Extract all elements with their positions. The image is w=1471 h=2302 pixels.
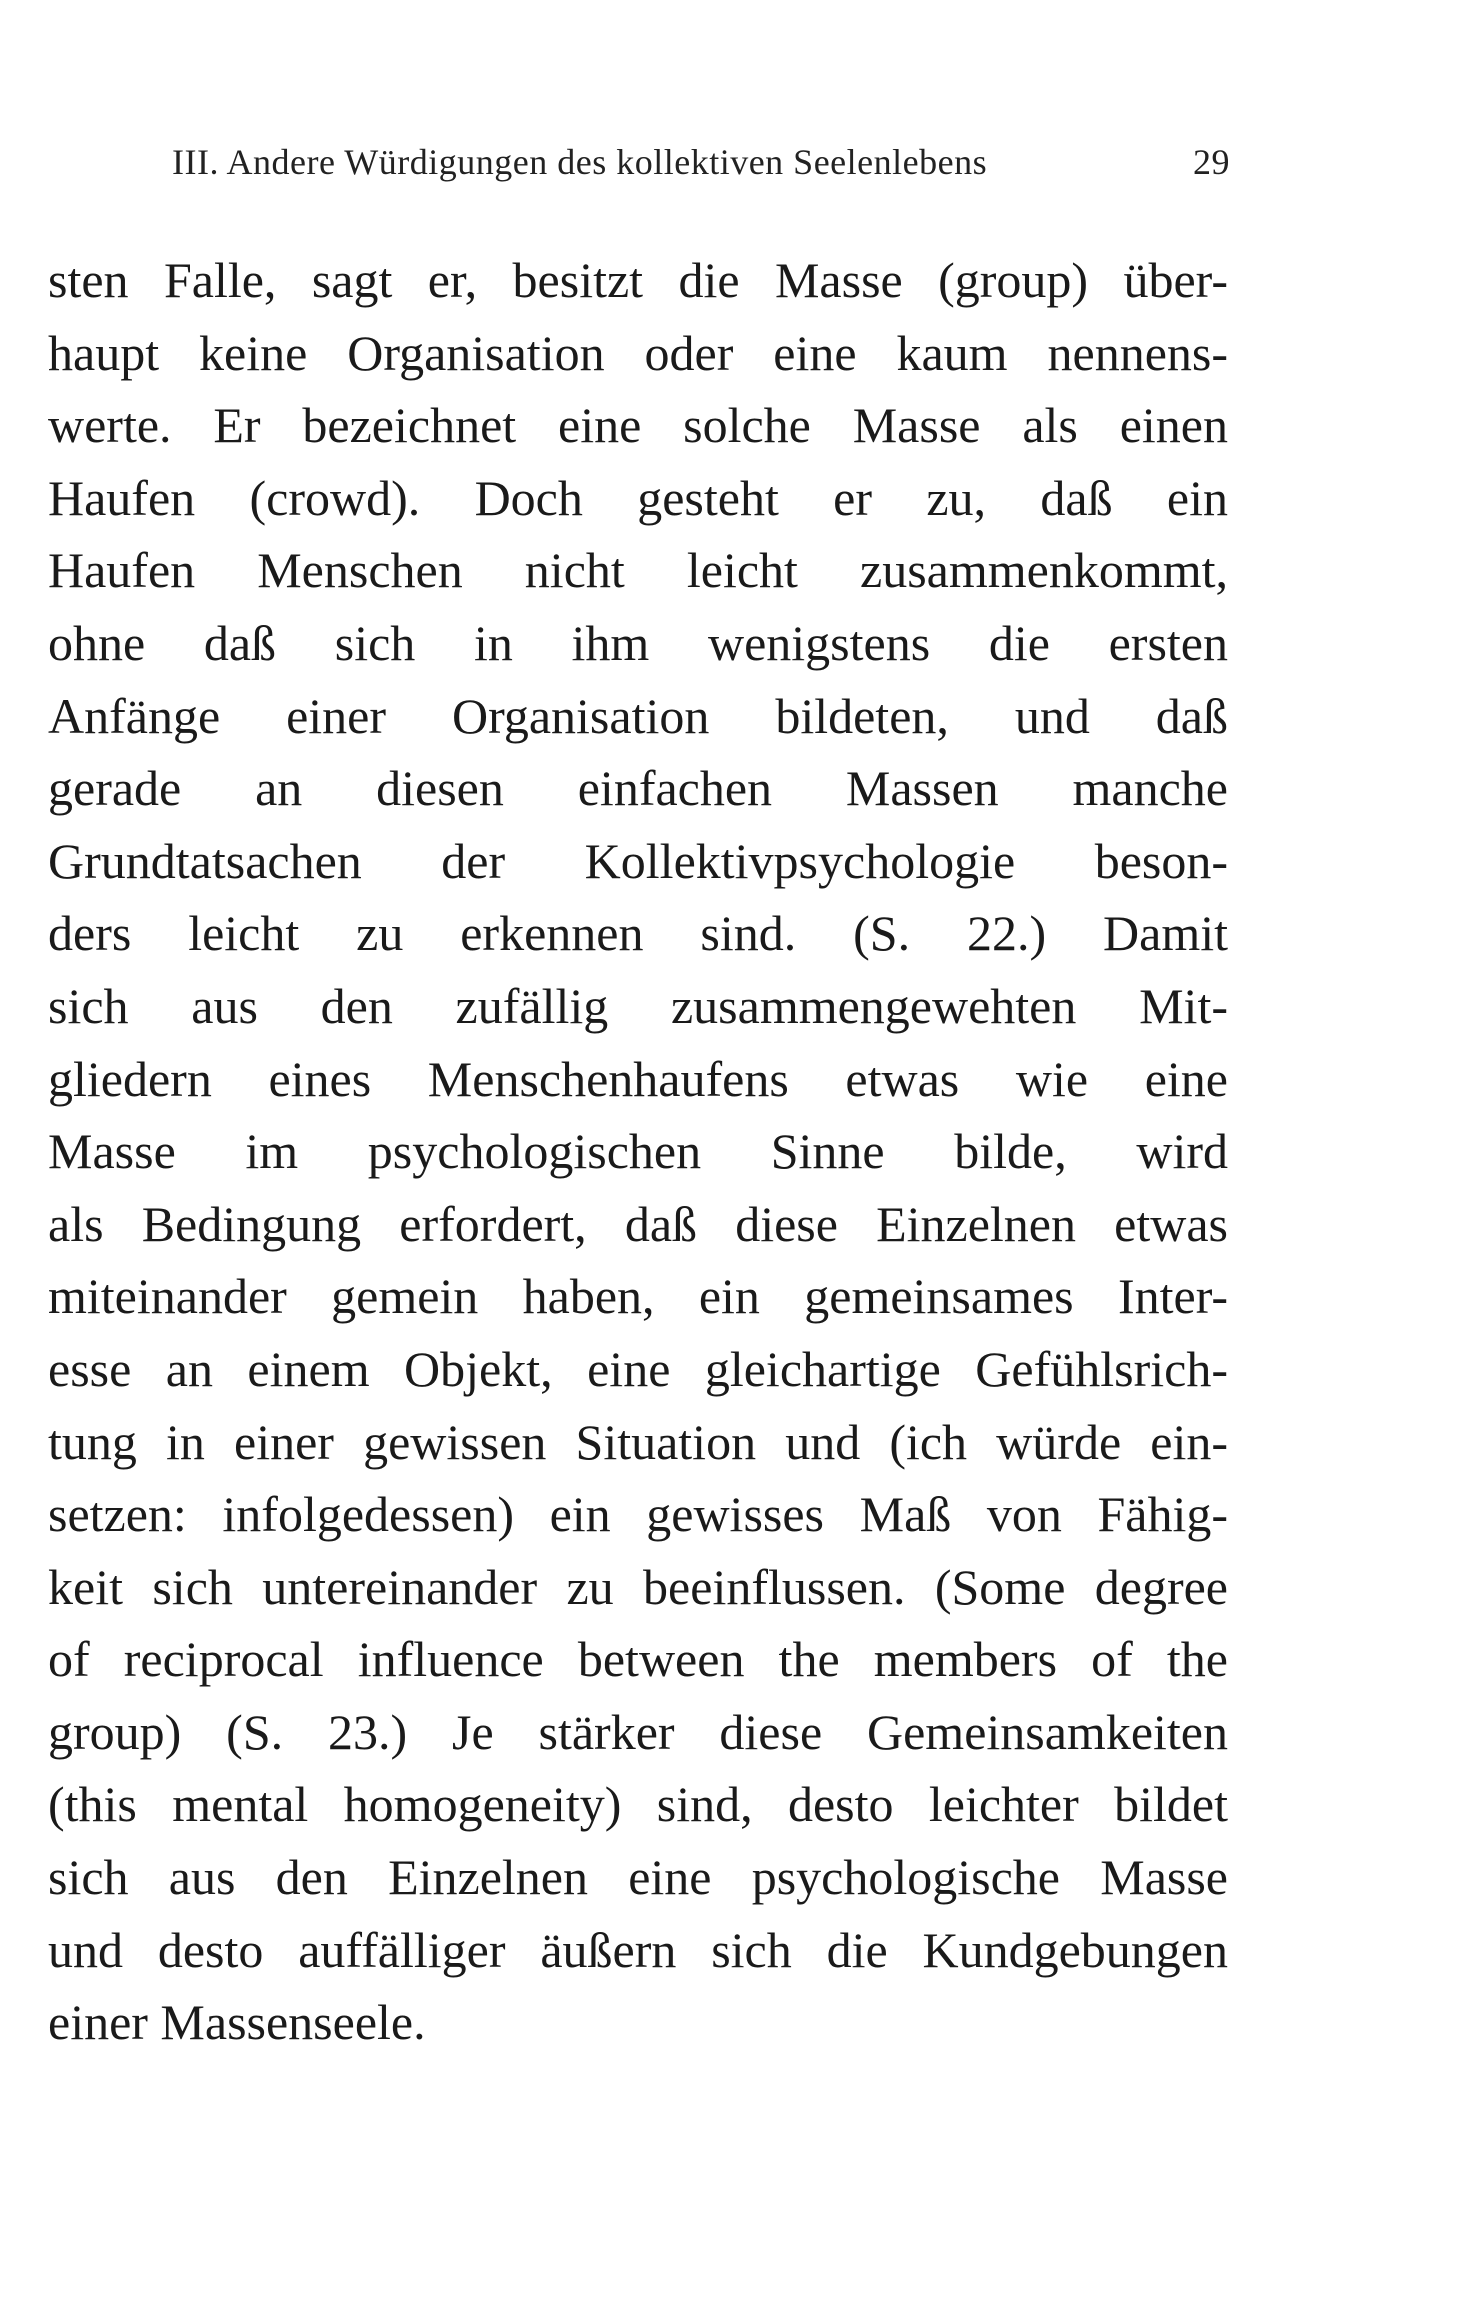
text-line: miteinander gemein haben, ein gemeinsames Inter-: [48, 1268, 1228, 1325]
text-line: esse an einem Objekt, eine gleichartige Gefühlsrich-: [48, 1340, 1228, 1397]
text-line: ders leicht zu erkennen sind. (S. 22.) Damit: [48, 905, 1228, 962]
text-line: tung in einer gewissen Situation und (ich würde ein-: [48, 1413, 1228, 1470]
text-line: gliedern eines Menschenhaufens etwas wie eine: [48, 1050, 1228, 1107]
text-line: sich aus den zufällig zusammengewehten Mit-: [48, 977, 1228, 1034]
text-line: Anfänge einer Organisation bildeten, und daß: [48, 687, 1228, 744]
text-line: of reciprocal influence between the members of the: [48, 1631, 1228, 1688]
body-paragraph: [48, 244, 1228, 2059]
text-line: als Bedingung erfordert, daß diese Einzelnen etwas: [48, 1195, 1228, 1252]
text-line: Masse im psychologischen Sinne bilde, wird: [48, 1123, 1228, 1180]
text-line: Haufen (crowd). Doch gesteht er zu, daß ein: [48, 469, 1228, 526]
text-line: gerade an diesen einfachen Massen manche: [48, 760, 1228, 817]
text-line: ohne daß sich in ihm wenigstens die ersten: [48, 614, 1228, 671]
text-line: group) (S. 23.) Je stärker diese Gemeinsamkeiten: [48, 1703, 1228, 1760]
running-header: [172, 140, 1230, 184]
text-line: setzen: infolgedessen) ein gewisses Maß von Fähig-: [48, 1486, 1228, 1543]
text-line: Haufen Menschen nicht leicht zusammenkommt,: [48, 542, 1228, 599]
text-line: (this mental homogeneity) sind, desto leichter bildet: [48, 1776, 1228, 1833]
text-line: haupt keine Organisation oder eine kaum nennens-: [48, 324, 1228, 381]
text-line: sten Falle, sagt er, besitzt die Masse (group) über-: [48, 252, 1228, 308]
chapter-title: III. Andere Würdigungen des kollektiven Seelenlebens: [172, 142, 988, 182]
text-line: keit sich untereinander zu beeinflussen. (Some degree: [48, 1558, 1228, 1615]
text-line: werte. Er bezeichnet eine solche Masse als einen: [48, 397, 1228, 454]
page-number: 29: [1193, 142, 1230, 182]
text-line: und desto auffälliger äußern sich die Kundgebungen: [48, 1921, 1228, 1978]
text-line: Grundtatsachen der Kollektivpsychologie beson-: [48, 832, 1228, 889]
text-line: sich aus den Einzelnen eine psychologische Masse: [48, 1849, 1228, 1906]
text-line: einer Massenseele.: [48, 1994, 426, 2051]
